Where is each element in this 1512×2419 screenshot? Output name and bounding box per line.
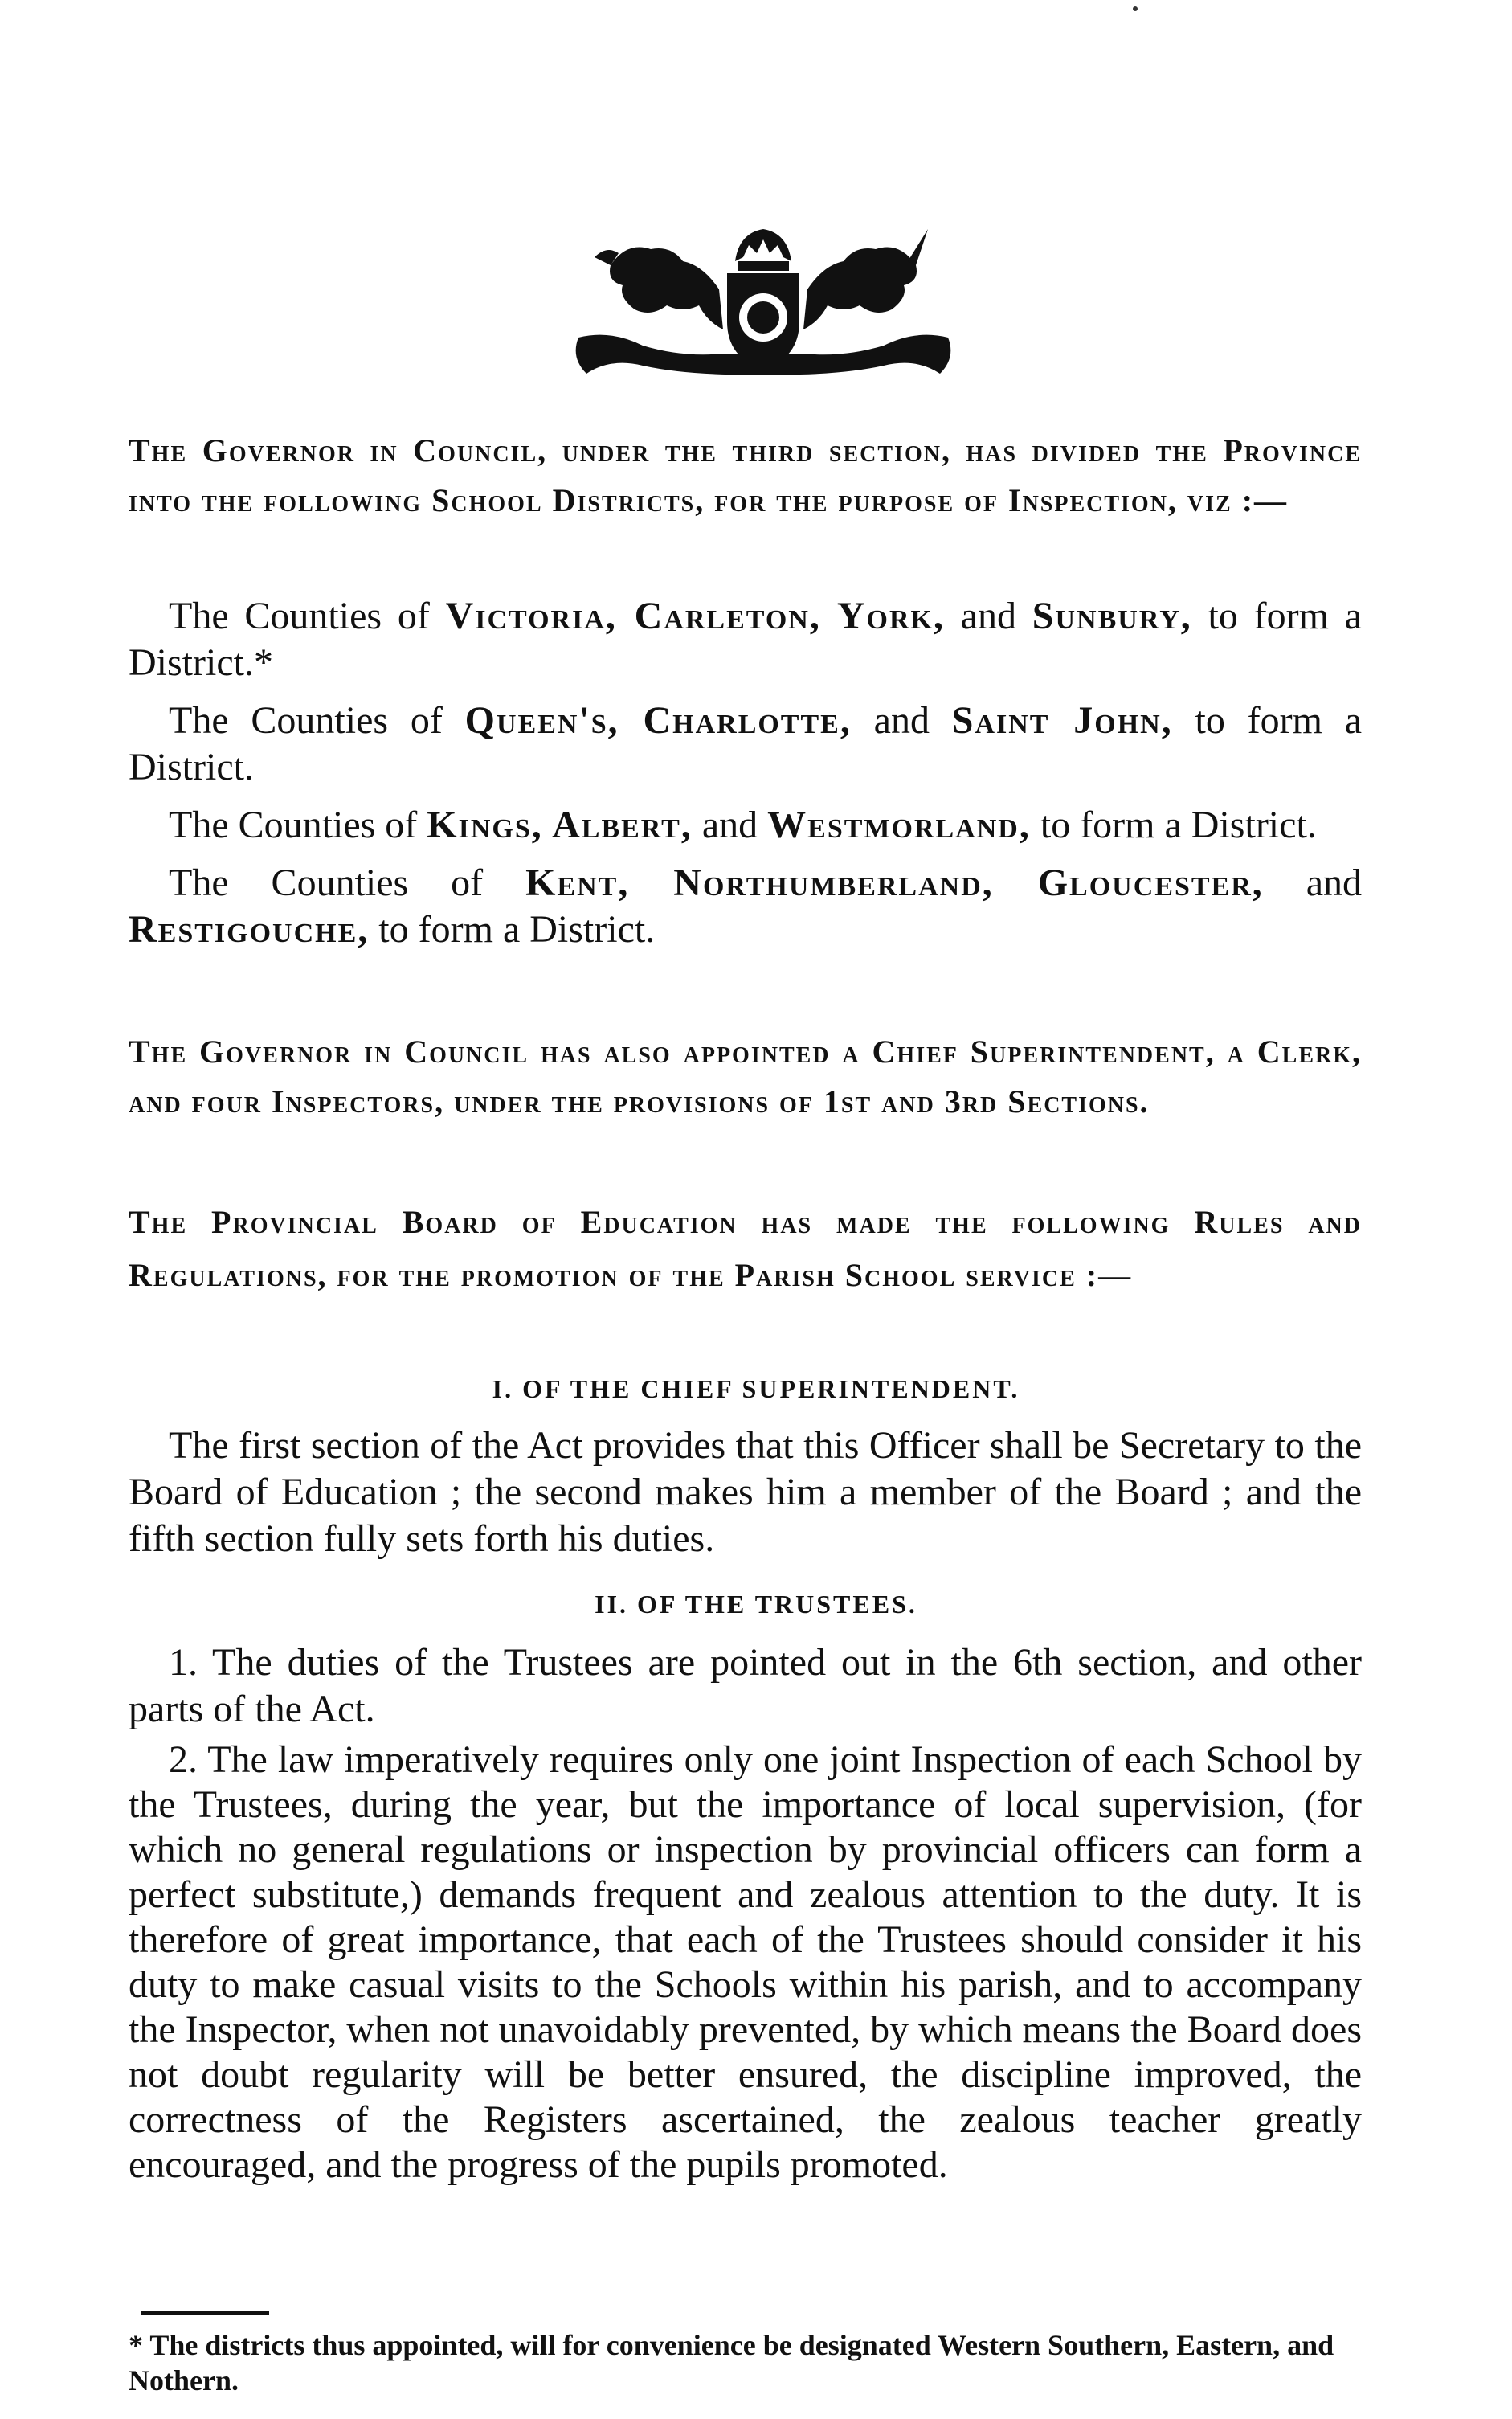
- district-item-4: The Counties of Kent, Northumberland, Gloucester, and Restigouche, to form a District.: [129, 862, 1363, 951]
- section-1-text: The first section of the Act provides that this Officer shall be Secretary to the Board of Education ; the second makes him a member of the Board ; and the fifth section fully sets forth his duties.: [129, 1424, 1362, 1560]
- royal-coat-of-arms-icon: [562, 217, 964, 378]
- section-2-para-1: 1. The duties of the Trustees are pointed out in the 6th section, and other parts of the Act.: [129, 1641, 1362, 1730]
- district-item-1: The Counties of Victoria, Carleton, York, and Sunbury, to form a District.*: [129, 595, 1362, 684]
- section-1-heading: I. OF THE CHIEF SUPERINTENDENT.: [492, 1374, 1020, 1403]
- page-speck: [1133, 6, 1138, 11]
- district-item-3: The Counties of Kings, Albert, and Westmorland, to form a District.: [169, 804, 1317, 846]
- intro-paragraph: [129, 426, 1362, 526]
- intro-text: The Governor in Council, under the third section, has divided the Province into the following School Districts, for the purpose of Inspection, viz :—: [129, 432, 1362, 518]
- appointment-paragraph: [129, 1027, 1362, 1127]
- board-text: The Provincial Board of Education has made the following Rules and Regulations, for the promotion of the Parish School service :—: [129, 1204, 1362, 1293]
- district-list: [129, 593, 1362, 953]
- board-paragraph: [129, 1196, 1362, 1302]
- section-2-heading: II. OF THE TRUSTEES.: [595, 1590, 917, 1619]
- section-2-body: [129, 1639, 1362, 2188]
- footnote-text: * The districts thus appointed, will for convenience be designated Western Southern, Eastern, and Nothern.: [129, 2329, 1334, 2396]
- district-item-2: The Counties of Queen's, Charlotte, and Saint John, to form a District.: [129, 699, 1363, 788]
- footnote-divider: [141, 2311, 269, 2315]
- section-1-body: [129, 1422, 1362, 1562]
- section-2-para-2: 2. The law imperatively requires only one joint Inspection of each School by the Trustees, during the year, but the importance of local supervision, (for which no general regulations or inspection by provincial officers can form a perfect substitute,) demands frequent and zealous attention to the duty. It is therefore of great importance, that each of the Trustees should consider it his duty to make casual visits to the Schools within his parish, and to accompany the Inspector, when not unavoidably prevented, by which means the Board does not doubt regularity will be better ensured, the discipline improved, the correctness of the Registers ascertained, the zealous teacher greatly encouraged, and the progress of the pupils promoted.: [129, 1738, 1362, 2186]
- appointment-text: The Governor in Council has also appointed a Chief Superintendent, a Clerk, and four Inspectors, under the provisions of 1st and 3rd Sections.: [129, 1033, 1362, 1119]
